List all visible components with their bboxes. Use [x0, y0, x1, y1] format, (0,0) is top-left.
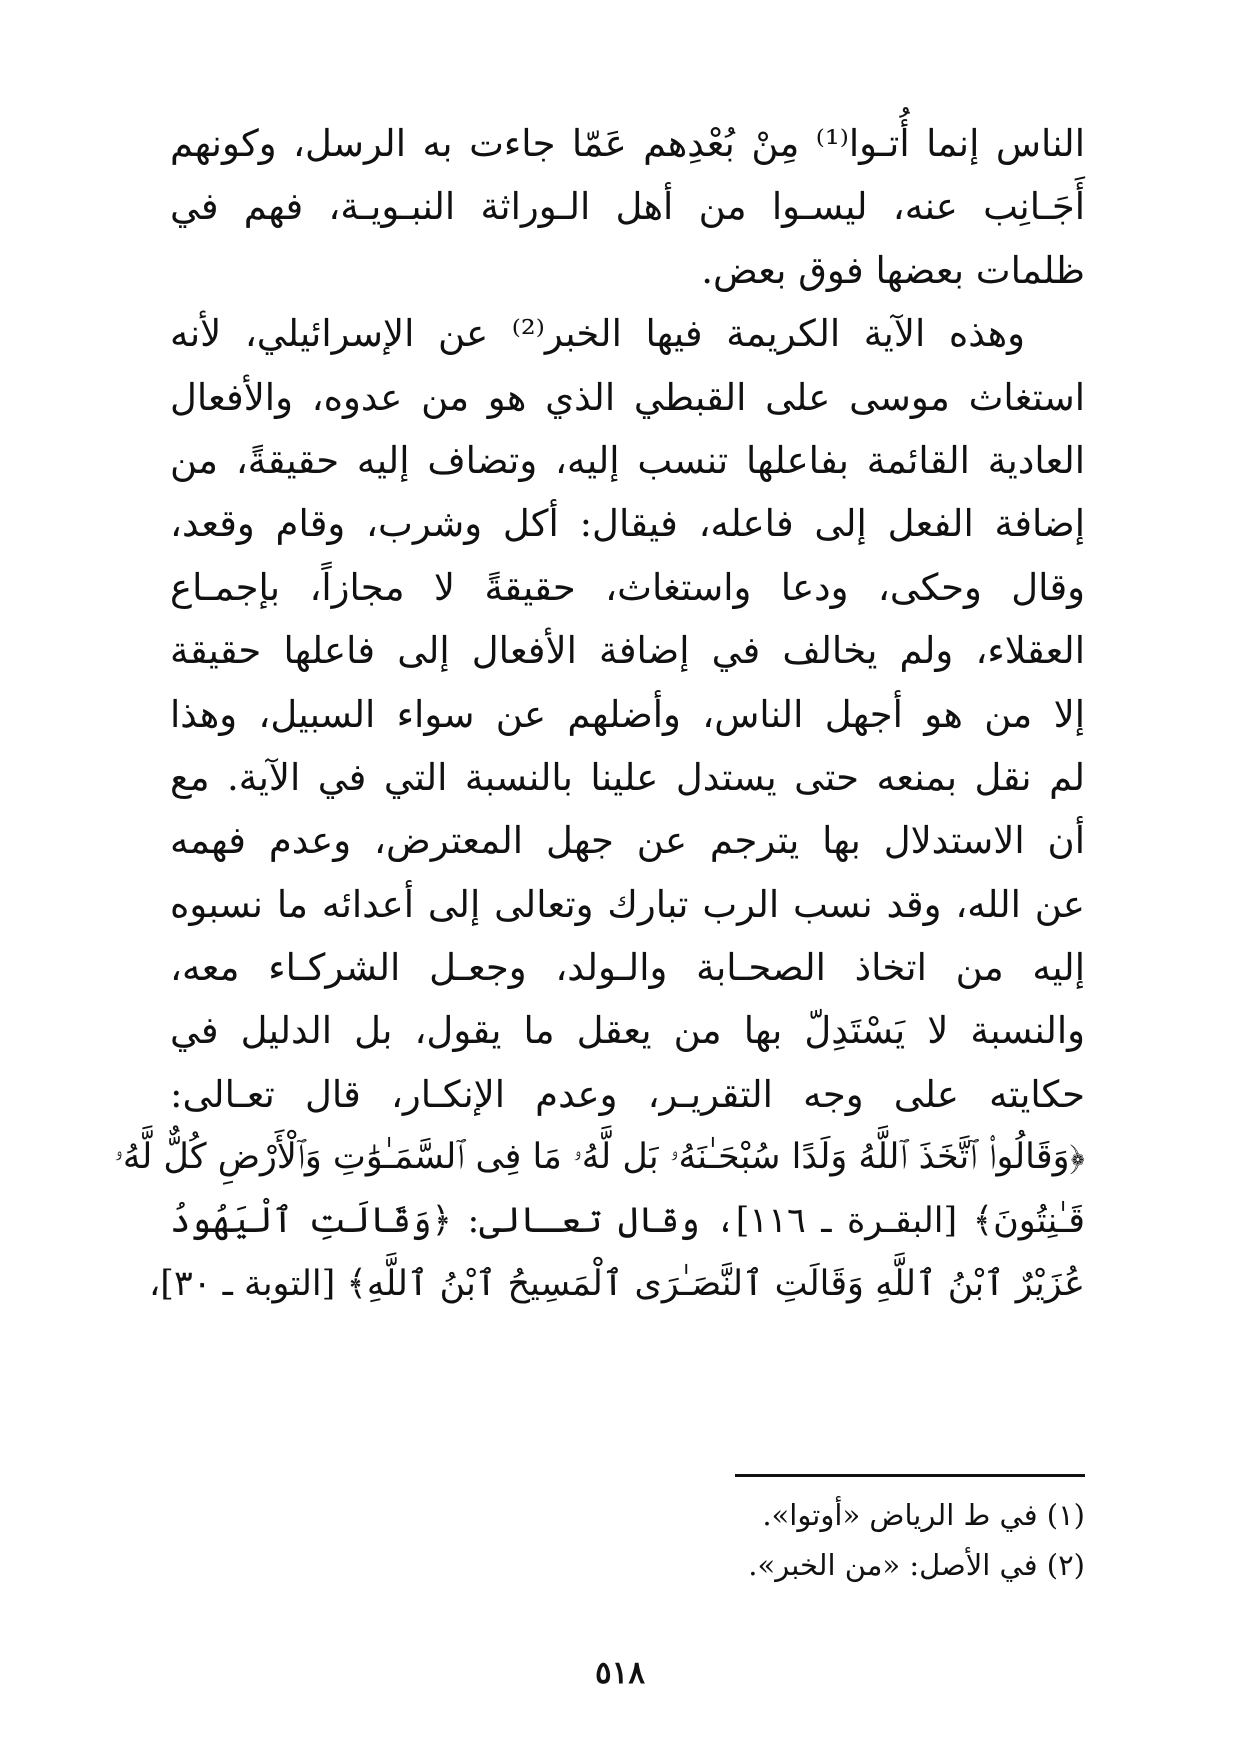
text-line-10: إلا من هو أجهل الناس، وأضلهم عن سواء السبيل، وهذا: [170, 692, 1085, 736]
text-line-5: استغاث موسى على القبطي الذي هو من عدوه، والأفعال: [170, 375, 1085, 419]
text-line-7: إضافة الفعل إلى فاعله، فيقال: أكل وشرب، وقام وقعد،: [170, 502, 1085, 546]
quran-verse-line-1: ﴿وَقَالُوا۟ ٱتَّخَذَ ٱللَّهُ وَلَدًا سُبْحَـٰنَهُۥ بَل لَّهُۥ مَا فِى ٱلسَّمَـٰوَٰتِ وَٱلْأَرْضِ كُلٌّ لَّهُۥ: [114, 1137, 1085, 1178]
text-line-4: وهذه الآية الكريمة فيها الخبر⁽²⁾ عن الإسرائيلي، لأنه: [170, 312, 1026, 356]
text-line-15: والنسبة لا يَسْتَدِلّ بها من يعقل ما يقول، بل الدليل في: [170, 1009, 1085, 1053]
text-line-14: إليه من اتخاذ الصحـابة والـولد، وجعـل الشركـاء معه،: [170, 946, 1085, 990]
text-line-1: الناس إنما أُتـوا⁽¹⁾ مِنْ بُعْدِهم عَمّا جاءت به الرسل، وكونهم: [170, 122, 1085, 165]
text-line-11: لم نقل بمنعه حتى يستدل علينا بالنسبة التي في الآية. مع: [170, 755, 1085, 799]
text-line-13: عن الله، وقد نسب الرب تبارك وتعالى إلى أعدائه ما نسبوه: [170, 882, 1085, 926]
text-line-16: حكايته على وجه التقريـر، وعدم الإنكـار، قال تعـالى:: [170, 1072, 1085, 1116]
quran-verse-line-3: عُزَيْرٌ ٱبْنُ ٱللَّهِ وَقَالَتِ ٱلنَّصَـٰرَى ٱلْمَسِيحُ ٱبْنُ ٱللَّهِ﴾ [التوبة ـ ٣٠]،: [148, 1264, 1085, 1305]
text-line-8: وقال وحكى، ودعا واستغاث، حقيقةً لا مجازاً، بإجمـاع: [170, 565, 1085, 609]
text-line-2: أَجَـانِب عنه، ليسـوا من أهل الـوراثة النبـويـة، فهم في: [170, 185, 1085, 229]
footnote-1: (١) في ط الرياض «أوتوا».: [762, 1498, 1085, 1532]
body-text: [114, 112, 1085, 1316]
text-line-9: العقلاء، ولم يخالف في إضافة الأفعال إلى فاعلها حقيقة: [170, 629, 1085, 673]
footnotes: [600, 1490, 1085, 1590]
text-line-3: ظلمات بعضها فوق بعض.: [701, 248, 1085, 292]
quran-verse-line-2: قَـٰنِتُونَ﴾ [البقـرة ـ ١١٦]، وقال تعـالى: ﴿وَقَالَتِ ٱلْيَهُودُ: [170, 1200, 1085, 1241]
footnote-2: (٢) في الأصل: «من الخبر».: [748, 1548, 1085, 1582]
text-line-6: العادية القائمة بفاعلها تنسب إليه، وتضاف إليه حقيقةً، من: [170, 438, 1085, 482]
page-number: ٥١٨: [595, 1655, 645, 1691]
text-line-12: أن الاستدلال بها يترجم عن جهل المعترض، وعدم فهمه: [170, 819, 1085, 863]
footnote-separator: [735, 1474, 1085, 1477]
